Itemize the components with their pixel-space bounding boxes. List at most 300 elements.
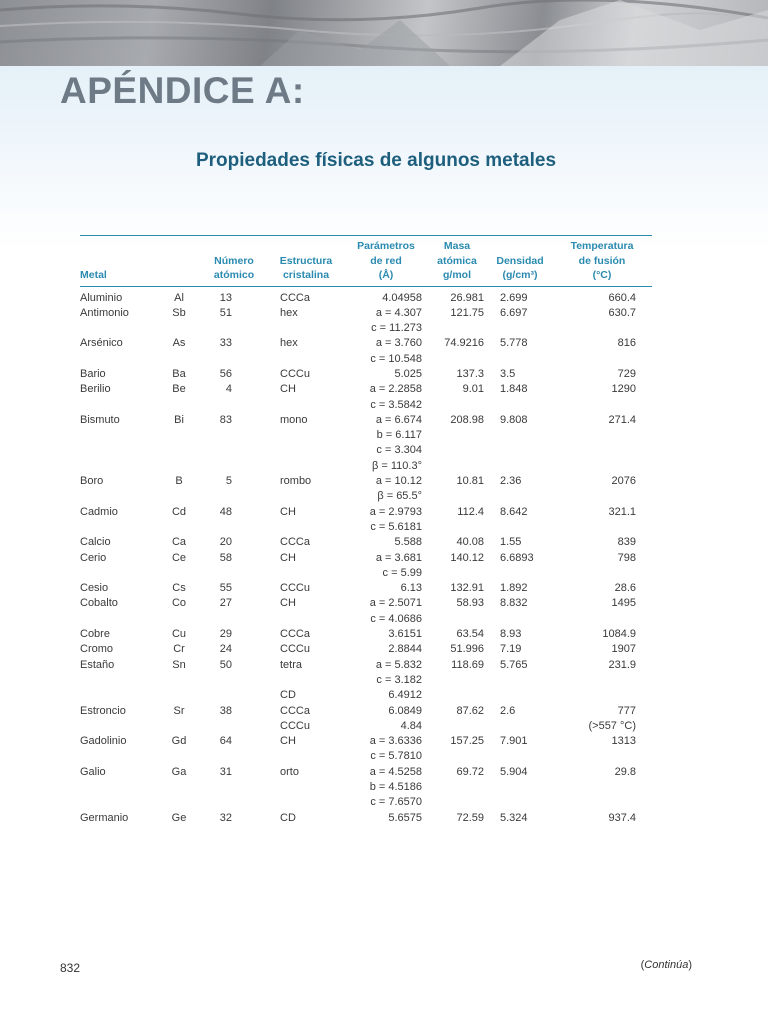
lattice-parameter: β = 65.5° [377, 490, 422, 503]
atomic-mass [426, 795, 488, 810]
lattice-parameter: 2.8844 [388, 643, 422, 656]
atomic-number: 38 [219, 704, 232, 717]
metal-name: Antimonio [80, 306, 129, 319]
element-symbol [156, 749, 202, 764]
density: 1.848 [500, 383, 528, 396]
crystal-structure [266, 673, 346, 688]
lattice-parameter: a = 4.307 [375, 306, 422, 319]
density: 8.642 [500, 505, 528, 518]
metal-name [80, 459, 156, 474]
atomic-mass: 112.4 [457, 505, 484, 518]
crystal-structure [266, 321, 346, 336]
element-symbol: Ba [172, 367, 186, 380]
atomic-mass [426, 459, 488, 474]
atomic-mass: 72.59 [456, 811, 484, 824]
table-row [80, 321, 652, 336]
density [488, 612, 552, 627]
crystal-structure: rombo [280, 475, 312, 488]
crystal-structure: CCCu [280, 719, 310, 732]
metal-name [80, 566, 156, 581]
atomic-number: 56 [219, 367, 232, 380]
density: 8.832 [500, 597, 528, 610]
atomic-mass: 26.981 [450, 291, 484, 304]
crystal-structure: CD [280, 689, 296, 702]
element-symbol: Cu [171, 628, 187, 641]
density [488, 443, 552, 458]
lattice-parameter: c = 3.182 [376, 673, 422, 686]
atomic-number [202, 489, 266, 504]
atomic-number: 24 [219, 643, 232, 656]
density [488, 352, 552, 367]
table-row [80, 505, 652, 520]
crystal-structure: CH [280, 505, 296, 518]
table-row [80, 382, 652, 397]
lattice-parameter: c = 7.6570 [370, 796, 422, 809]
atomic-mass: 121.75 [450, 306, 484, 319]
density: 5.765 [500, 658, 528, 671]
element-symbol: As [172, 337, 186, 350]
density [488, 749, 552, 764]
atomic-number [202, 428, 266, 443]
lattice-parameter: c = 5.6181 [370, 520, 422, 533]
melting-point: 29.8 [614, 765, 636, 778]
atomic-mass: 157.25 [450, 735, 484, 748]
lattice-parameter: 4.84 [400, 719, 422, 732]
melting-point: 28.6 [614, 582, 636, 595]
lattice-parameter: a = 3.6336 [369, 735, 422, 748]
table-row [80, 474, 652, 489]
crystal-structure: CCCa [280, 536, 310, 549]
element-symbol: Cs [172, 582, 186, 595]
lattice-parameter: a = 10.12 [375, 475, 422, 488]
metal-name [80, 321, 156, 336]
density: 5.324 [500, 811, 528, 824]
atomic-mass: 132.91 [450, 582, 484, 595]
atomic-number [202, 673, 266, 688]
crystal-structure: hex [280, 337, 298, 350]
metal-name [80, 795, 156, 810]
metal-name: Bismuto [80, 413, 120, 426]
crystal-structure [266, 428, 346, 443]
density: 5.904 [500, 765, 528, 778]
atomic-mass [426, 688, 488, 703]
metal-name [80, 520, 156, 535]
atomic-number: 50 [219, 658, 232, 671]
table-row [80, 428, 652, 443]
density [488, 719, 552, 734]
atomic-number: 4 [225, 383, 232, 396]
metal-name: Berilio [80, 383, 111, 396]
atomic-number [202, 520, 266, 535]
crystal-structure: hex [280, 306, 298, 319]
crystal-structure: CCCa [280, 704, 310, 717]
lattice-parameter: 5.025 [394, 367, 422, 380]
crystal-structure: CD [280, 811, 296, 824]
element-symbol [156, 352, 202, 367]
lattice-parameter: a = 3.681 [375, 551, 422, 564]
element-symbol: Co [171, 597, 187, 610]
atomic-number: 32 [219, 811, 232, 824]
atomic-number: 55 [219, 582, 232, 595]
crystal-structure [266, 489, 346, 504]
lattice-parameter: c = 3.304 [376, 444, 422, 457]
lattice-parameter: a = 5.832 [375, 658, 422, 671]
atomic-mass: 40.08 [456, 536, 484, 549]
atomic-mass: 74.9216 [444, 337, 484, 350]
atomic-number: 27 [219, 597, 232, 610]
density: 6.697 [500, 306, 528, 319]
atomic-mass: 51.996 [450, 643, 484, 656]
table-row [80, 352, 652, 367]
table-row [80, 566, 652, 581]
crystal-structure [266, 459, 346, 474]
density: 5.778 [500, 337, 528, 350]
lattice-parameter: c = 10.548 [370, 352, 422, 365]
element-symbol: B [175, 475, 183, 488]
atomic-mass: 63.54 [456, 628, 484, 641]
melting-point: 1495 [611, 597, 636, 610]
atomic-mass [426, 428, 488, 443]
crystal-structure: CH [280, 551, 296, 564]
crystal-structure [266, 398, 346, 413]
lattice-parameter: a = 6.674 [375, 413, 422, 426]
atomic-number: 20 [219, 536, 232, 549]
atomic-mass [426, 321, 488, 336]
lattice-parameter: 6.0849 [388, 704, 422, 717]
table-row [80, 398, 652, 413]
element-symbol: Gd [171, 735, 187, 748]
atomic-number [202, 749, 266, 764]
metal-name [80, 749, 156, 764]
table-row [80, 551, 652, 566]
atomic-mass [426, 352, 488, 367]
element-symbol: Sr [173, 704, 185, 717]
atomic-number: 33 [219, 337, 232, 350]
melting-point [552, 428, 652, 443]
metal-name [80, 673, 156, 688]
element-symbol: Cr [173, 643, 185, 656]
lattice-parameter: c = 5.99 [382, 566, 422, 579]
atomic-mass [426, 673, 488, 688]
element-symbol [156, 321, 202, 336]
melting-point: 839 [617, 536, 636, 549]
metal-name: Cromo [80, 643, 114, 656]
crystal-structure [266, 566, 346, 581]
lattice-parameter: b = 6.117 [376, 429, 422, 442]
metal-name [80, 612, 156, 627]
atomic-number: 13 [219, 291, 232, 304]
element-symbol [156, 443, 202, 458]
table-row [80, 765, 652, 780]
density: 2.36 [500, 475, 522, 488]
metal-name: Germanio [80, 811, 129, 824]
density [488, 566, 552, 581]
element-symbol [156, 520, 202, 535]
table-body [80, 286, 652, 826]
crystal-structure: CCCa [280, 291, 310, 304]
atomic-mass [426, 719, 488, 734]
melting-point: 798 [617, 551, 636, 564]
metal-name: Calcio [80, 536, 111, 549]
density: 7.901 [500, 735, 528, 748]
lattice-parameter: c = 3.5842 [370, 398, 422, 411]
lattice-parameter: c = 11.273 [371, 322, 422, 335]
metal-name [80, 352, 156, 367]
element-symbol: Sn [172, 658, 186, 671]
table-row [80, 811, 652, 826]
metal-name: Arsénico [80, 337, 123, 350]
metal-name: Gadolinio [80, 735, 127, 748]
element-symbol: Ga [171, 765, 187, 778]
header-banner-image [0, 0, 768, 66]
melting-point: 2076 [611, 475, 636, 488]
metal-name [80, 719, 156, 734]
metal-name: Estroncio [80, 704, 126, 717]
lattice-parameter: c = 5.7810 [370, 750, 422, 763]
melting-point [552, 520, 652, 535]
lattice-parameter: 5.6575 [388, 811, 422, 824]
melting-point: 321.1 [608, 505, 636, 518]
metal-name: Cadmio [80, 505, 118, 518]
atomic-number [202, 459, 266, 474]
atomic-number [202, 443, 266, 458]
lattice-parameter: β = 110.3° [372, 459, 422, 472]
element-symbol [156, 673, 202, 688]
metal-name [80, 398, 156, 413]
density [488, 398, 552, 413]
atomic-number [202, 780, 266, 795]
melting-point: (>557 °C) [588, 719, 636, 732]
atomic-mass [426, 749, 488, 764]
density: 3.5 [500, 367, 516, 380]
metal-name [80, 443, 156, 458]
atomic-mass [426, 489, 488, 504]
table-row [80, 612, 652, 627]
melting-point: 1084.9 [602, 628, 636, 641]
melting-point [552, 321, 652, 336]
element-symbol: Al [174, 291, 184, 304]
element-symbol: Ca [171, 536, 187, 549]
crystal-structure [266, 612, 346, 627]
table-row [80, 367, 652, 382]
melting-point [552, 673, 652, 688]
table-row [80, 535, 652, 550]
appendix-title: APÉNDICE A: [60, 70, 305, 111]
atomic-number: 64 [219, 735, 232, 748]
table-row [80, 704, 652, 719]
lattice-parameter: b = 4.5186 [369, 781, 422, 793]
crystal-structure [266, 443, 346, 458]
density [488, 688, 552, 703]
atomic-mass: 137.3 [456, 367, 484, 380]
element-symbol: Bi [174, 413, 184, 426]
density [488, 673, 552, 688]
table-row [80, 596, 652, 611]
table-row [80, 306, 652, 321]
melting-point [552, 749, 652, 764]
atomic-number [202, 566, 266, 581]
density: 2.6 [500, 704, 516, 717]
element-symbol [156, 428, 202, 443]
melting-point: 1290 [611, 383, 636, 396]
density: 1.55 [500, 536, 522, 549]
element-symbol [156, 459, 202, 474]
atomic-number [202, 719, 266, 734]
melting-point [552, 688, 652, 703]
element-symbol: Ce [171, 551, 187, 564]
metal-name: Estaño [80, 658, 115, 671]
melting-point [552, 795, 652, 810]
element-symbol [156, 795, 202, 810]
atomic-mass: 118.69 [451, 658, 484, 671]
table-row [80, 520, 652, 535]
melting-point: 630.7 [608, 306, 636, 319]
lattice-parameter: a = 4.5258 [369, 765, 422, 778]
element-symbol [156, 398, 202, 413]
atomic-mass: 9.01 [462, 383, 484, 396]
table-row [80, 489, 652, 504]
density: 8.93 [500, 628, 522, 641]
density: 1.892 [500, 582, 528, 595]
metal-name: Cobre [80, 628, 110, 641]
melting-point: 1313 [611, 735, 636, 748]
col-symbol [156, 236, 202, 287]
metal-name [80, 428, 156, 443]
atomic-number [202, 795, 266, 810]
atomic-number: 58 [219, 551, 232, 564]
atomic-mass: 69.72 [456, 765, 484, 778]
melting-point [552, 489, 652, 504]
crystal-structure: CH [280, 735, 296, 748]
metal-name [80, 688, 156, 703]
crystal-structure: CCCu [280, 582, 310, 595]
table-header-row [80, 236, 652, 287]
metal-name: Cobalto [80, 597, 118, 610]
crystal-structure [266, 749, 346, 764]
metal-name [80, 489, 156, 504]
lattice-parameter: 5.588 [394, 536, 422, 549]
melting-point [552, 566, 652, 581]
melting-point [552, 443, 652, 458]
atomic-number [202, 688, 266, 703]
atomic-number: 5 [225, 475, 232, 488]
crystal-structure: mono [280, 413, 308, 426]
crystal-structure: CCCu [280, 367, 310, 380]
table-row [80, 459, 652, 474]
metal-name [80, 780, 156, 795]
melting-point [552, 459, 652, 474]
atomic-number [202, 398, 266, 413]
crystal-structure: CH [280, 383, 296, 396]
metal-name: Cerio [80, 551, 107, 564]
atomic-mass [426, 443, 488, 458]
metal-name: Galio [80, 765, 106, 778]
lattice-parameter: a = 2.2858 [369, 383, 422, 396]
col-metal: Metal [80, 236, 156, 287]
table-row [80, 734, 652, 749]
element-symbol: Sb [172, 306, 186, 319]
metal-name: Aluminio [80, 291, 123, 304]
atomic-mass: 10.81 [456, 475, 484, 488]
atomic-mass [426, 612, 488, 627]
crystal-structure [266, 795, 346, 810]
crystal-structure: tetra [280, 658, 303, 671]
atomic-number: 83 [219, 413, 232, 426]
metal-name: Cesio [80, 582, 109, 595]
atomic-number [202, 612, 266, 627]
rock-texture-graphic [0, 0, 768, 66]
density [488, 795, 552, 810]
melting-point [552, 398, 652, 413]
atomic-mass: 87.62 [456, 704, 484, 717]
table-row [80, 413, 652, 428]
table-row [80, 688, 652, 703]
crystal-structure: CCCa [280, 628, 310, 641]
col-density: Densidad (g/cm³) [488, 236, 552, 287]
density [488, 520, 552, 535]
table-row [80, 286, 652, 306]
continues-note: (Continúa) [640, 959, 692, 971]
atomic-mass: 140.12 [450, 551, 484, 564]
metal-name: Bario [80, 367, 106, 380]
metal-properties-table [80, 235, 652, 826]
crystal-structure: CCCu [280, 643, 310, 656]
element-symbol: Cd [171, 505, 187, 518]
table-row [80, 627, 652, 642]
element-symbol [156, 780, 202, 795]
col-crystal-structure: Estructura cristalina [266, 236, 346, 287]
density: 2.699 [500, 291, 528, 304]
element-symbol [156, 688, 202, 703]
melting-point [552, 612, 652, 627]
element-symbol: Be [172, 383, 186, 396]
atomic-mass: 58.93 [456, 597, 484, 610]
crystal-structure [266, 780, 346, 795]
table-row [80, 780, 652, 795]
atomic-mass [426, 520, 488, 535]
density: 7.19 [500, 643, 522, 656]
lattice-parameter: a = 2.5071 [369, 597, 422, 610]
melting-point: 937.4 [608, 811, 636, 824]
density: 9.808 [500, 413, 528, 426]
col-atomic-number: Número atómico [202, 236, 266, 287]
col-lattice-parameters: Parámetros de red (Å) [346, 236, 426, 287]
table-row [80, 642, 652, 657]
atomic-number [202, 321, 266, 336]
crystal-structure [266, 520, 346, 535]
density [488, 489, 552, 504]
col-atomic-mass: Masa atómica g/mol [426, 236, 488, 287]
table-row [80, 749, 652, 764]
element-symbol [156, 612, 202, 627]
lattice-parameter: c = 4.0686 [370, 612, 422, 625]
atomic-number: 51 [219, 306, 232, 319]
crystal-structure: CH [280, 597, 296, 610]
melting-point: 729 [617, 367, 636, 380]
atomic-mass [426, 566, 488, 581]
melting-point: 816 [617, 337, 636, 350]
atomic-number: 31 [219, 765, 232, 778]
lattice-parameter: 6.13 [400, 582, 422, 595]
melting-point [552, 780, 652, 795]
element-symbol: Ge [171, 811, 187, 824]
table-row [80, 581, 652, 596]
table-row [80, 336, 652, 351]
table-caption: Propiedades físicas de algunos metales [195, 150, 557, 171]
melting-point: 271.4 [608, 413, 636, 426]
lattice-parameter: a = 2.9793 [369, 505, 422, 518]
atomic-number [202, 352, 266, 367]
